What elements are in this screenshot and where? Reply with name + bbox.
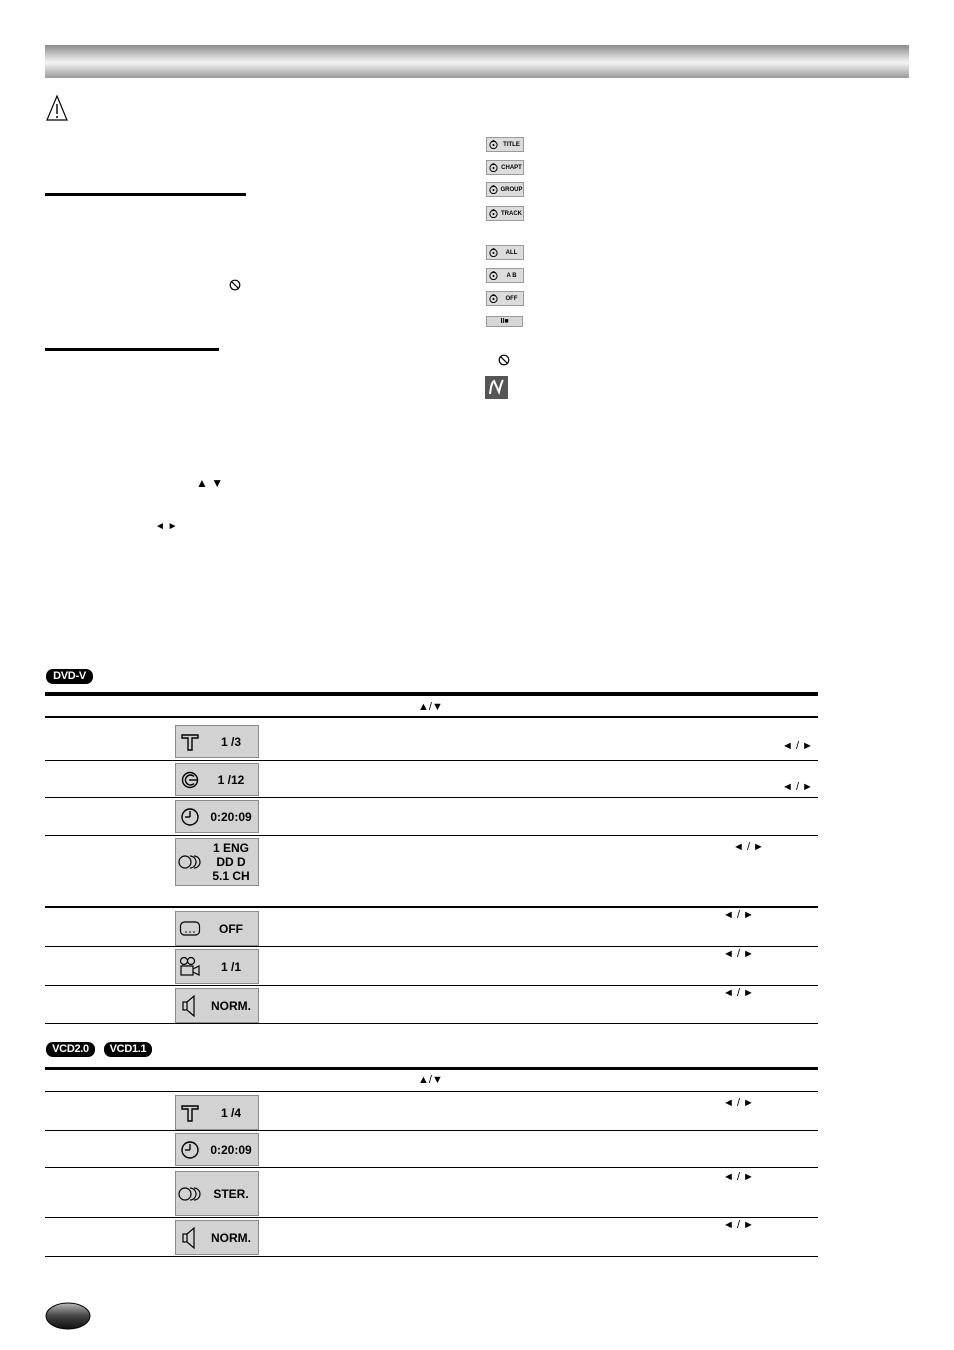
n-logo-icon xyxy=(485,376,508,399)
pause-stop-icon: II■ xyxy=(486,316,523,327)
table-row-rule xyxy=(45,946,818,947)
osd-value: 1 /3 xyxy=(220,734,241,749)
clock-icon xyxy=(176,807,204,827)
mode-icon-label: A B xyxy=(506,272,517,279)
mode-icon-all xyxy=(486,245,524,260)
table-row-rule xyxy=(45,1217,818,1218)
audio-icon xyxy=(176,853,204,871)
mode-icon-label: GROUP xyxy=(500,186,523,193)
osd-box-subtitle xyxy=(175,911,259,946)
osd-value-line: 5.1 CH xyxy=(212,869,250,883)
disc-icon xyxy=(489,163,498,172)
clock-icon xyxy=(176,1140,204,1160)
dvd-header-rule xyxy=(45,716,818,718)
osd-box-chapter xyxy=(175,763,259,796)
dvd-header-arrows: ▲/▼ xyxy=(418,701,443,713)
osd-value: STER. xyxy=(213,1186,249,1201)
left-right-arrows: ◄ / ► xyxy=(723,948,754,960)
osd-value: 0:20:09 xyxy=(210,1142,252,1157)
vcd-header-rule xyxy=(45,1091,818,1092)
osd-value-line: DD D xyxy=(216,855,246,869)
osd-box-speaker xyxy=(175,1220,259,1255)
left-right-arrows: ◄ / ► xyxy=(723,1097,754,1109)
title-icon xyxy=(176,732,204,752)
osd-box-camera-angle xyxy=(175,949,259,984)
osd-value: OFF xyxy=(219,921,243,936)
table-row-rule xyxy=(45,985,818,986)
vcd11-badge: VCD1.1 xyxy=(104,1042,152,1057)
prohibited-icon xyxy=(498,354,510,366)
mode-icon-label: TITLE xyxy=(503,141,520,148)
dvd-v-badge: DVD-V xyxy=(46,669,93,684)
table-row-rule xyxy=(45,1023,818,1024)
osd-value: 0:20:09 xyxy=(210,809,252,824)
speaker-icon xyxy=(176,1226,204,1250)
osd-box-audio xyxy=(175,1171,259,1216)
osd-box-clock xyxy=(175,800,259,833)
left-right-arrows: ◄ / ► xyxy=(723,987,754,999)
osd-box-audio xyxy=(175,838,259,886)
audio-icon xyxy=(176,1185,204,1203)
subtitle-icon xyxy=(176,920,204,938)
osd-value: 1 /4 xyxy=(220,1105,241,1120)
vcd-table-top-rule xyxy=(45,1067,818,1070)
osd-value: 1 /12 xyxy=(217,772,245,787)
chapter-icon xyxy=(176,770,204,790)
section-rule-1 xyxy=(45,193,246,196)
camera-angle-icon xyxy=(176,956,204,978)
disc-icon xyxy=(489,248,498,257)
disc-icon xyxy=(489,185,498,194)
osd-value: NORM. xyxy=(211,1230,251,1245)
table-row-rule xyxy=(45,1130,818,1131)
mode-icon-label: ALL xyxy=(505,249,518,256)
prohibited-icon xyxy=(229,279,241,291)
disc-icon xyxy=(489,294,498,303)
disc-icon xyxy=(489,209,498,218)
header-banner xyxy=(45,45,909,78)
table-row-rule xyxy=(45,797,818,798)
osd-value xyxy=(204,841,258,883)
osd-value: NORM. xyxy=(211,998,251,1013)
mode-icon-chapt xyxy=(486,160,524,175)
mode-icon-label: CHAPT xyxy=(501,164,522,171)
mode-icon-group xyxy=(486,182,524,197)
osd-value: 1 /1 xyxy=(220,959,241,974)
caution-icon xyxy=(45,94,69,122)
speaker-icon xyxy=(176,994,204,1018)
table-row-rule xyxy=(45,1167,818,1168)
left-right-arrows: ◄ / ► xyxy=(723,1219,754,1231)
left-right-arrows: ◄ / ► xyxy=(782,740,813,752)
osd-box-speaker xyxy=(175,988,259,1023)
vcd20-badge: VCD2.0 xyxy=(46,1042,95,1057)
mode-icon-title xyxy=(486,137,524,152)
mode-icon-off xyxy=(486,291,524,306)
osd-box-title xyxy=(175,725,259,758)
mode-icon-track xyxy=(486,206,524,221)
up-down-arrows: ▲ ▼ xyxy=(196,476,224,490)
osd-value-line: 1 ENG xyxy=(212,841,249,855)
disc-icon xyxy=(489,140,498,149)
left-right-arrows: ◄ / ► xyxy=(723,909,754,921)
left-right-arrows: ◄ / ► xyxy=(723,1171,754,1183)
vcd-header-arrows: ▲/▼ xyxy=(418,1074,443,1086)
left-right-arrows: ◄ / ► xyxy=(733,841,764,853)
page-tab-icon xyxy=(45,1302,91,1330)
osd-box-title xyxy=(175,1095,259,1130)
disc-icon xyxy=(489,271,498,280)
section-rule-2 xyxy=(45,348,219,351)
table-row-rule xyxy=(45,906,818,908)
left-right-arrows: ◄ / ► xyxy=(782,781,813,793)
dvd-table-top-rule xyxy=(45,692,818,696)
title-icon xyxy=(176,1103,204,1123)
mode-icon-label: TRACK xyxy=(501,210,522,217)
table-row-rule xyxy=(45,1256,818,1257)
table-row-rule xyxy=(45,835,818,836)
left-right-arrows: ◄ ► xyxy=(155,521,178,532)
mode-icon-label: OFF xyxy=(505,295,518,302)
mode-icon-a-b xyxy=(486,268,524,283)
osd-box-clock xyxy=(175,1133,259,1166)
table-row-rule xyxy=(45,760,818,761)
